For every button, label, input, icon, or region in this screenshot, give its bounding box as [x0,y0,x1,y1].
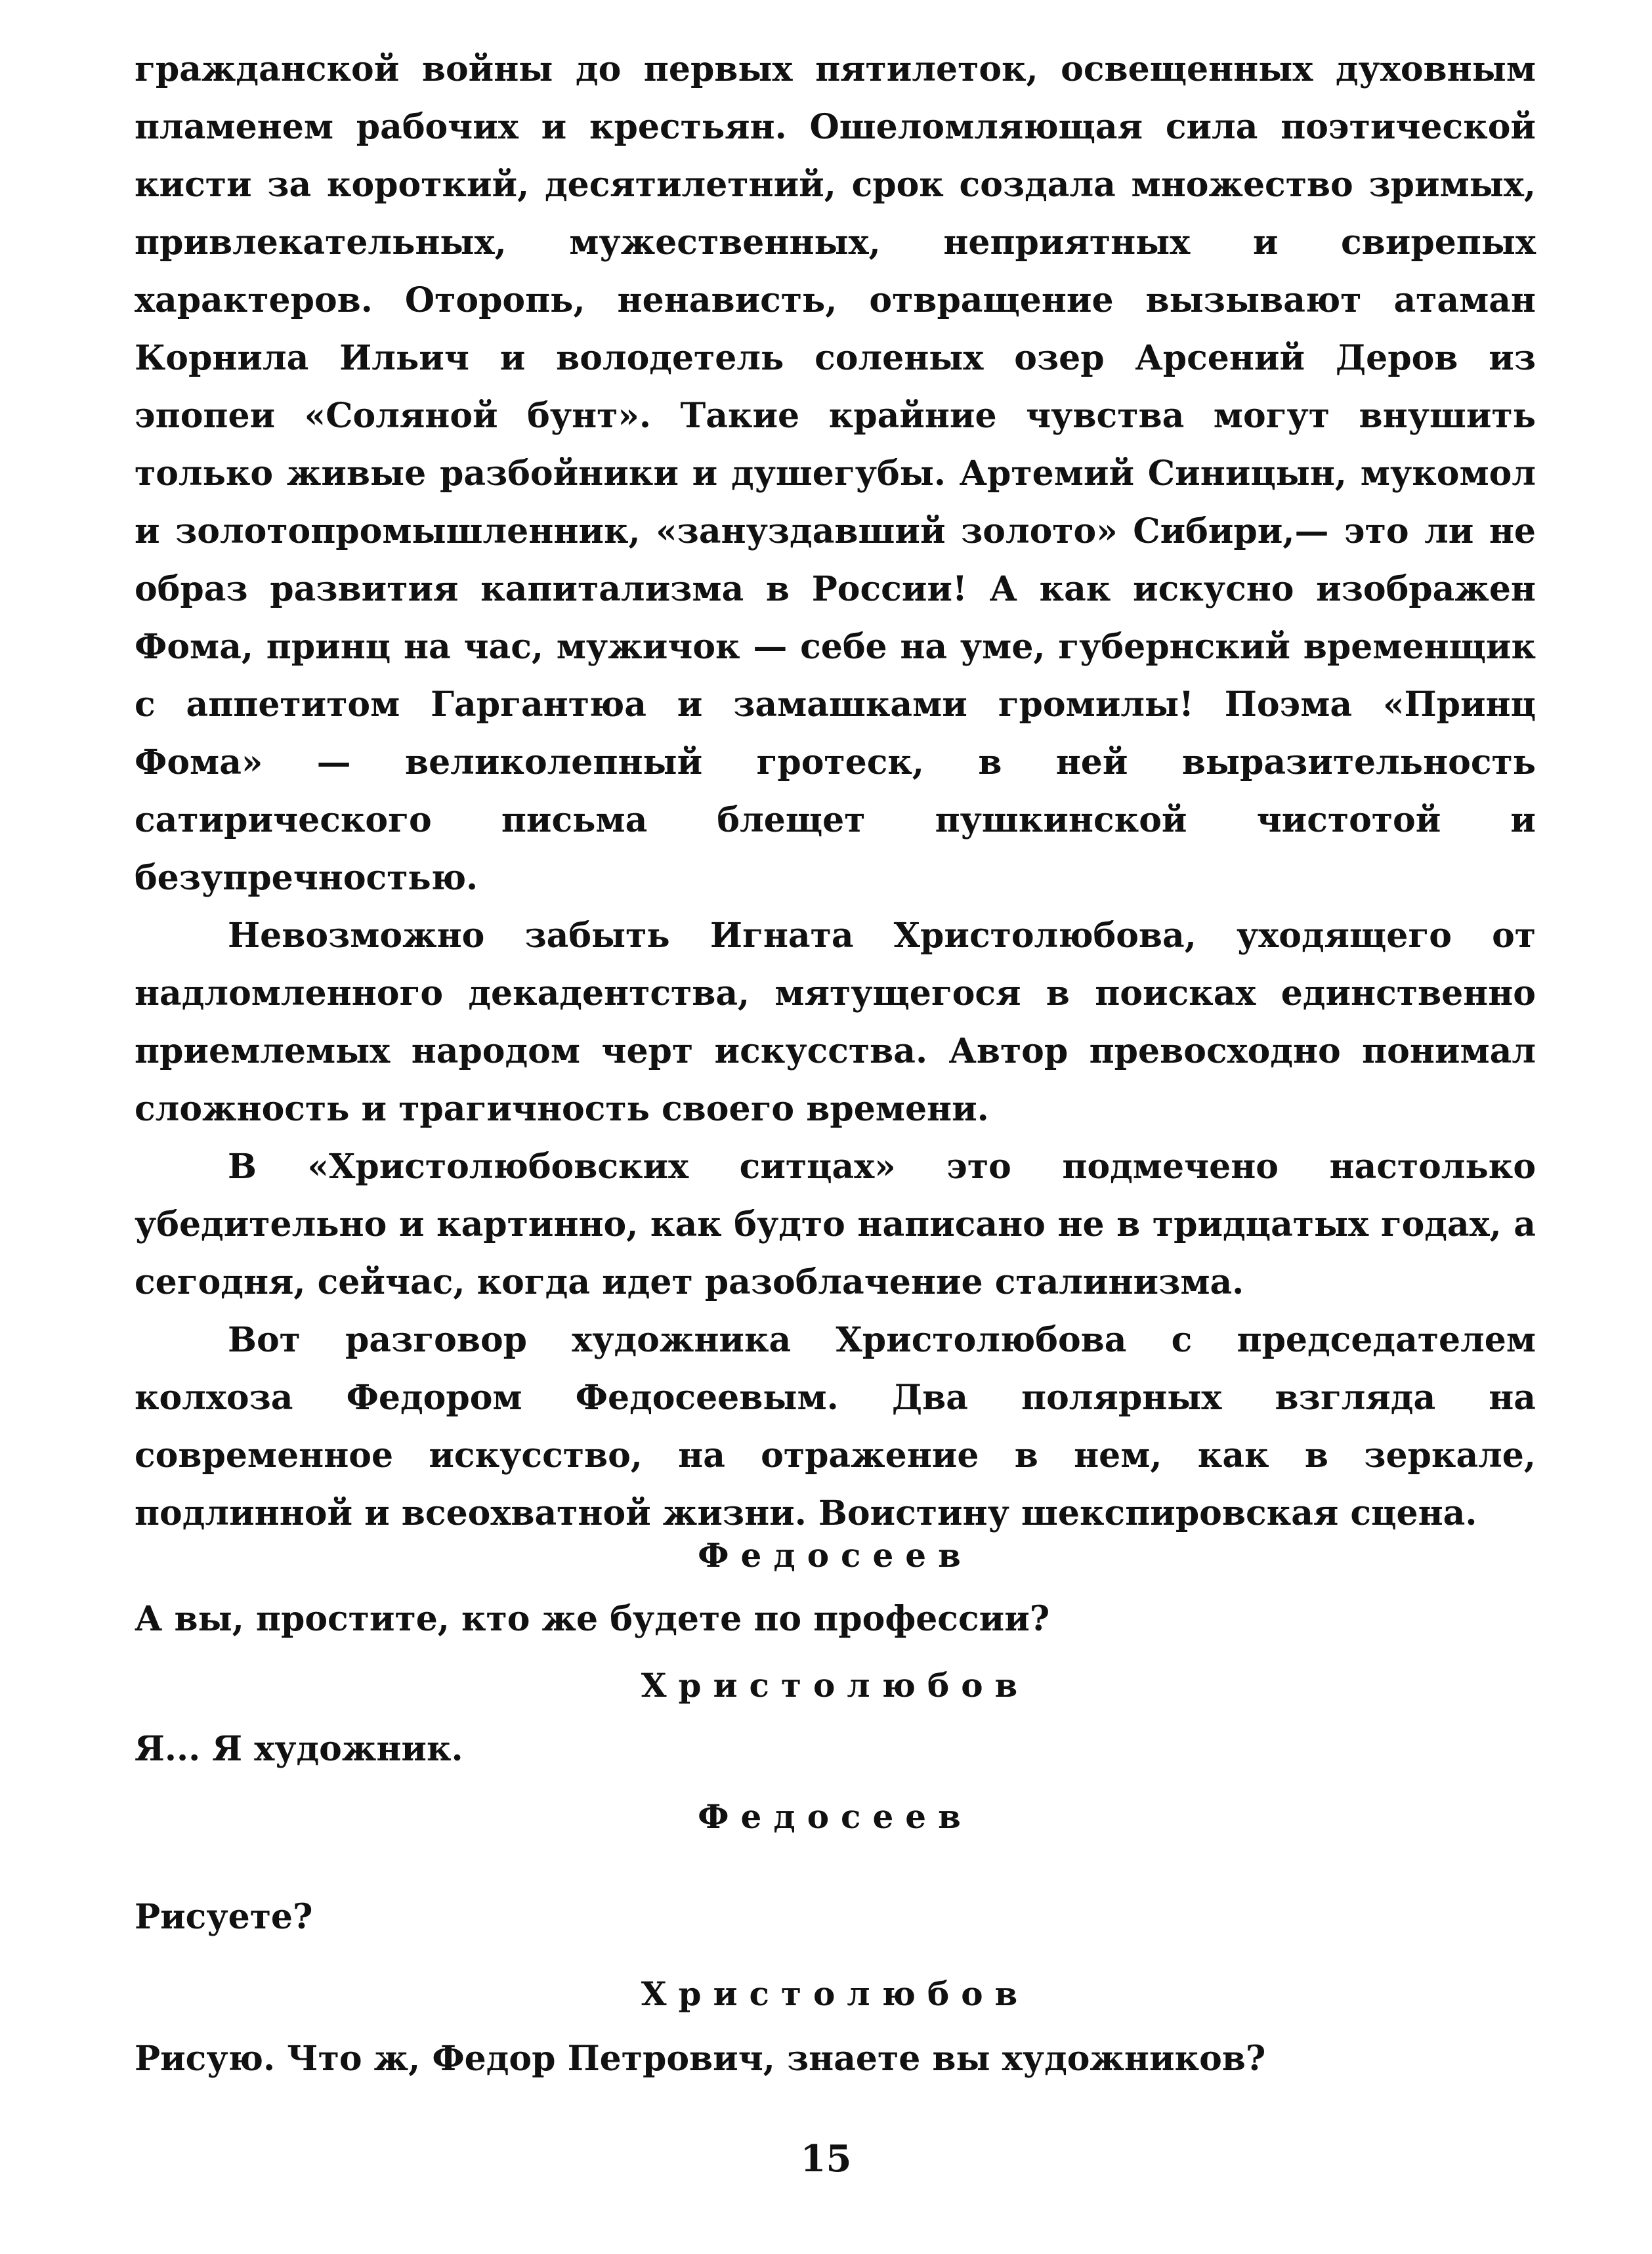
speaker-name: Федосеев [698,1536,973,1575]
paragraph-4: Вот разговор художника Христолюбова с председателем колхоза Федором Федосеевым. Два полярных взгляда на современное искусство, на отражение в нем, как в зеркале, подлинной и всеохватной жизни. Воистину шекспировская сцена. [135,1320,1536,1533]
speaker-name: Федосеев [698,1797,973,1836]
dialogue-line: Рисую. Что ж, Федор Петрович, знаете вы художников? [135,2039,1266,2079]
paragraph-2: Невозможно забыть Игната Христолюбова, уходящего от надломленного декадентства, мятущегося в поисках единственно приемлемых народом черт искусства. Автор превосходно понимал сложность и трагичность своего времени. [135,916,1536,1129]
paragraph-1: гражданской войны до первых пятилеток, освещенных духовным пламенем рабочих и крестьян. Ошеломляющая сила поэтической кисти за короткий, десятилетний, срок создала множество зримых, привлекательных, мужественных, неприятных и свирепых характеров. Оторопь, ненависть, отвращение вызывают атаман Корнила Ильич и володетель соленых озер Арсений Деров из эпопеи «Соляной бунт». Такие крайние чувства могут внушить только живые разбойники и душегубы. Артемий Синицын, мукомол и золотопромышленник, «зануздавший золото» Сибири,— это ли не образ развития капитализма в России! А как искусно изображен Фома, принц на час, мужичок — себе на уме, губернский временщик с аппетитом Гаргантюа и замашками громилы! Поэма «Принц Фома» — великолепный гротеск, в ней выразительность сатирического письма блещет пушкинской чистотой и безупречностью. [135,49,1536,898]
page-number: 15 [800,2137,852,2180]
paragraph-3: В «Христолюбовских ситцах» это подмечено настолько убедительно и картинно, как будто написано не в тридцатых годах, а сегодня, сейчас, когда идет разоблачение сталинизма. [135,1147,1536,1302]
dialogue-line: Я... Я художник. [135,1729,463,1769]
speaker-name: Христолюбов [641,1974,1030,2013]
speaker-name: Христолюбов [641,1666,1030,1705]
dialogue-line: Рисуете? [135,1897,313,1937]
dialogue-line: А вы, простите, кто же будете по профессии? [135,1599,1050,1639]
body-text [135,41,1536,1542]
